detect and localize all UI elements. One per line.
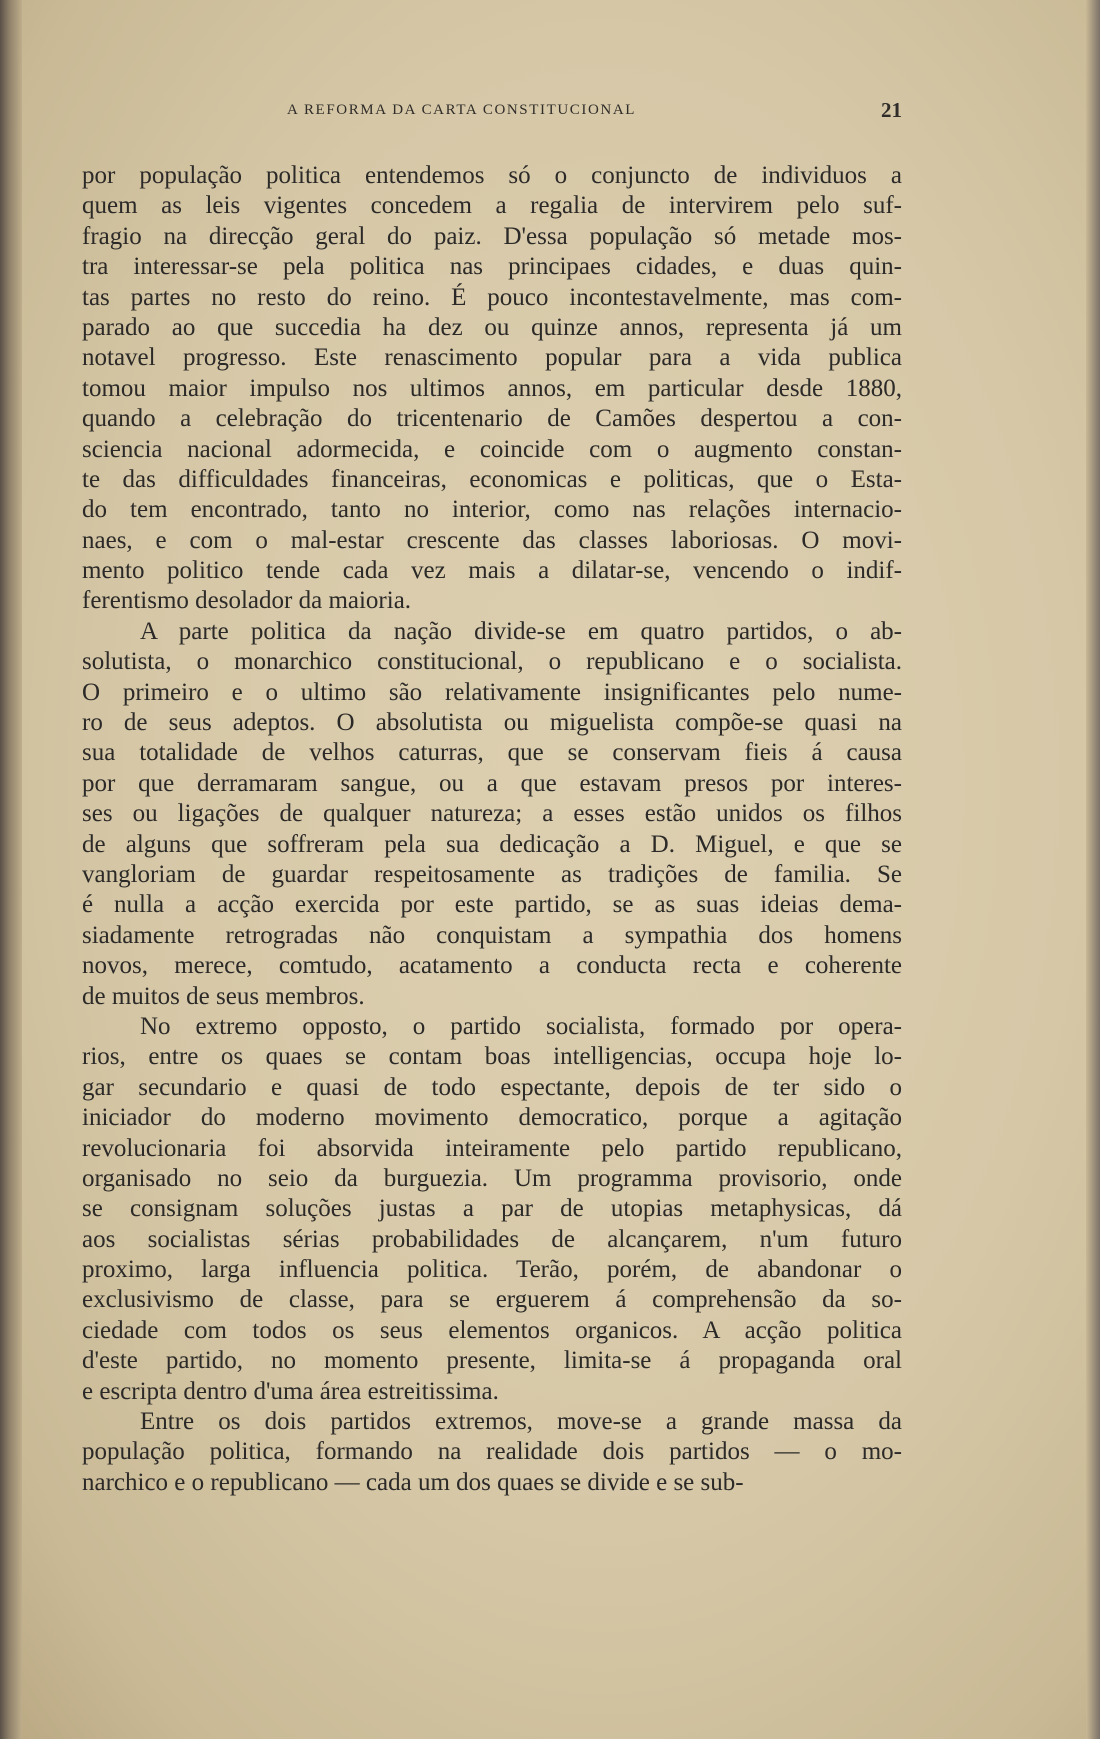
- text-line: e escripta dentro d'uma área estreitissima.: [82, 1377, 499, 1405]
- text-line: fragio na direcção geral do paiz. D'essa população só metade mos-: [82, 222, 902, 250]
- text-line: No extremo opposto, o partido socialista, formado por opera-: [140, 1012, 902, 1040]
- text-line: é nulla a acção exercida por este partido, se as suas ideias dema-: [82, 891, 902, 919]
- text-line: proximo, larga influencia politica. Terão, porém, de abandonar o: [82, 1256, 902, 1284]
- text-line: d'este partido, no momento presente, limita-se á propaganda oral: [82, 1347, 902, 1375]
- text-line: de alguns que soffreram pela sua dedicação a D. Miguel, e que se: [82, 830, 902, 858]
- text-line: revolucionaria foi absorvida inteiramente pelo partido republicano,: [82, 1134, 902, 1162]
- text-line: parado ao que succedia ha dez ou quinze annos, representa já um: [82, 313, 902, 341]
- text-line: notavel progresso. Este renascimento popular para a vida publica: [82, 344, 902, 372]
- text-line: siadamente retrogradas não conquistam a sympathia dos homens: [82, 921, 902, 949]
- text-line: rios, entre os quaes se contam boas intelligencias, occupa hoje lo-: [82, 1043, 902, 1071]
- text-line: solutista, o monarchico constitucional, o republicano e o socialista.: [82, 648, 902, 676]
- text-line: tra interessar-se pela politica nas principaes cidades, e duas quin-: [82, 253, 902, 281]
- page-number: 21: [881, 98, 902, 122]
- text-line: mento politico tende cada vez mais a dilatar-se, vencendo o indif-: [82, 557, 902, 585]
- text-line: te das difficuldades financeiras, economicas e politicas, que o Esta-: [82, 465, 902, 493]
- text-line: gar secundario e quasi de todo espectante, depois de ter sido o: [82, 1073, 902, 1101]
- text-line: novos, merece, comtudo, acatamento a conducta recta e coherente: [82, 952, 902, 980]
- body-text: [82, 161, 902, 1498]
- text-line: vangloriam de guardar respeitosamente as tradições de familia. Se: [82, 860, 902, 888]
- paragraph: [82, 1407, 902, 1498]
- text-line: de muitos de seus membros.: [82, 982, 365, 1010]
- text-line: população politica, formando na realidade dois partidos — o mo-: [82, 1438, 902, 1466]
- text-line: tas partes no resto do reino. É pouco incontestavelmente, mas com-: [82, 283, 902, 311]
- text-line: quem as leis vigentes concedem a regalia de intervirem pelo suf-: [82, 192, 902, 220]
- page-header: [82, 98, 902, 128]
- text-line: Entre os dois partidos extremos, move-se a grande massa da: [140, 1408, 902, 1436]
- text-line: O primeiro e o ultimo são relativamente insignificantes pelo nume-: [82, 678, 902, 706]
- text-line: naes, e com o mal-estar crescente das classes laboriosas. O movi-: [82, 526, 902, 554]
- text-line: sua totalidade de velhos caturras, que se conservam fieis á causa: [82, 739, 902, 767]
- text-line: por população politica entendemos só o conjuncto de individuos a: [82, 162, 902, 189]
- text-line: por que derramaram sangue, ou a que estavam presos por interes-: [82, 769, 902, 797]
- page-edge: [1086, 0, 1100, 1739]
- text-line: ro de seus adeptos. O absolutista ou miguelista compõe-se quasi na: [82, 709, 902, 737]
- text-line: tomou maior impulso nos ultimos annos, em particular desde 1880,: [82, 374, 902, 402]
- text-line: ciedade com todos os seus elementos organicos. A acção politica: [82, 1316, 902, 1344]
- text-line: aos socialistas sérias probabilidades de alcançarem, n'um futuro: [82, 1225, 902, 1253]
- paragraph: [82, 161, 902, 617]
- text-line: narchico e o republicano — cada um dos quaes se divide e se sub-: [82, 1468, 744, 1496]
- text-line: do tem encontrado, tanto no interior, como nas relações internacio-: [82, 496, 902, 524]
- running-head: A REFORMA DA CARTA CONSTITUCIONAL: [287, 102, 637, 118]
- text-line: ferentismo desolador da maioria.: [82, 587, 412, 615]
- text-line: ses ou ligações de qualquer natureza; a esses estão unidos os filhos: [82, 800, 902, 828]
- text-line: organisado no seio da burguezia. Um programma provisorio, onde: [82, 1164, 902, 1192]
- text-line: A parte politica da nação divide-se em quatro partidos, o ab-: [140, 617, 902, 645]
- text-line: iniciador do moderno movimento democratico, porque a agitação: [82, 1104, 902, 1132]
- text-line: se consignam soluções justas a par de utopias metaphysicas, dá: [82, 1195, 902, 1223]
- text-line: quando a celebração do tricentenario de Camões despertou a con-: [82, 405, 902, 433]
- text-line: sciencia nacional adormecida, e coincide com o augmento constan-: [82, 435, 902, 463]
- paragraph: [82, 1012, 902, 1407]
- binding-edge: [0, 0, 22, 1739]
- paragraph: [82, 617, 902, 1012]
- text-line: exclusivismo de classe, para se erguerem á comprehensão da so-: [82, 1286, 902, 1314]
